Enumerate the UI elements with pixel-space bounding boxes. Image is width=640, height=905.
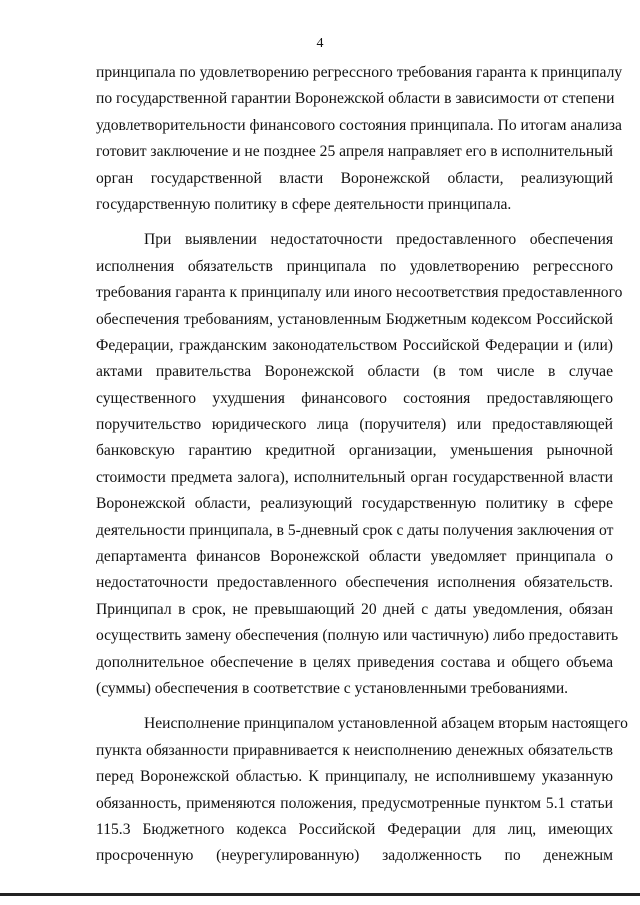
text-line: пункта обязанности приравнивается к неисполнению денежных обязательств bbox=[96, 741, 613, 759]
text-line: удовлетворительности финансового состояния принципала. По итогам анализа bbox=[96, 116, 622, 134]
text-line: исполнения обязательств принципала по удовлетворению регрессного bbox=[96, 257, 613, 275]
text-line: осуществить замену обеспечения (полную или частичную) либо предоставить bbox=[96, 627, 619, 645]
text-line: дополнительное обеспечение в целях приведения состава и общего объема bbox=[96, 653, 613, 671]
text-line: актами правительства Воронежской области (в том числе в случае bbox=[96, 363, 613, 381]
text-line: недостаточности предоставленного обеспечения исполнения обязательств. bbox=[96, 574, 613, 592]
page-number: 4 bbox=[316, 36, 324, 51]
text-line: обеспечения требованиям, установленным Бюджетным кодексом Российской bbox=[96, 310, 613, 328]
text-line: деятельности принципала, в 5-дневный срок с даты получения заключения от bbox=[96, 521, 614, 539]
text-line: Федерации, гражданским законодательством Российской Федерации и (или) bbox=[96, 336, 613, 354]
text-line: стоимости предмета залога), исполнительный орган государственной власти bbox=[96, 468, 613, 486]
text-line: департамента финансов Воронежской области уведомляет принципала о bbox=[96, 548, 613, 566]
text-line: орган государственной власти Воронежской области, реализующий bbox=[96, 169, 613, 187]
text-line: принципала по удовлетворению регрессного требования гаранта к принципалу bbox=[96, 64, 623, 81]
text-line: просроченную (неурегулированную) задолженность по денежным bbox=[96, 847, 613, 865]
paragraph-2 bbox=[96, 227, 623, 702]
text-line: Воронежской области, реализующий государственную политику в сфере bbox=[96, 495, 613, 513]
text-line: готовит заключение и не позднее 25 апреля направляет его в исполнительный bbox=[96, 143, 613, 161]
text-line: поручительство юридического лица (поручителя) или предоставляющей bbox=[96, 416, 613, 434]
scan-edge-line bbox=[0, 893, 640, 896]
text-line: перед Воронежской областью. К принципалу, не исполнившему указанную bbox=[96, 768, 613, 786]
text-line: существенного ухудшения финансового состояния предоставляющего bbox=[96, 389, 613, 407]
text-line: по государственной гарантии Воронежской области в зависимости от степени bbox=[96, 90, 615, 108]
text-line: банковскую гарантию кредитной организации, уменьшения рыночной bbox=[96, 442, 613, 460]
text-line: обязанность, применяются положения, предусмотренные пунктом 5.1 статьи bbox=[96, 794, 613, 812]
text-line: 115.3 Бюджетного кодекса Российской Федерации для лиц, имеющих bbox=[96, 820, 613, 838]
text-line: Принципал в срок, не превышающий 20 дней с даты уведомления, обязан bbox=[96, 600, 613, 618]
paragraph-1 bbox=[96, 60, 623, 218]
text-line: требования гаранта к принципалу или иного несоответствия предоставленного bbox=[96, 284, 623, 302]
text-line: (суммы) обеспечения в соответствие с установленными требованиями. bbox=[96, 679, 569, 697]
text-line: При выявлении недостаточности предоставленного обеспечения bbox=[144, 231, 613, 249]
paragraph-3 bbox=[96, 711, 628, 869]
text-line: государственную политику в сфере деятельности принципала. bbox=[96, 195, 512, 213]
text-line: Неисполнение принципалом установленной абзацем вторым настоящего bbox=[144, 715, 628, 733]
document-body bbox=[96, 60, 628, 870]
